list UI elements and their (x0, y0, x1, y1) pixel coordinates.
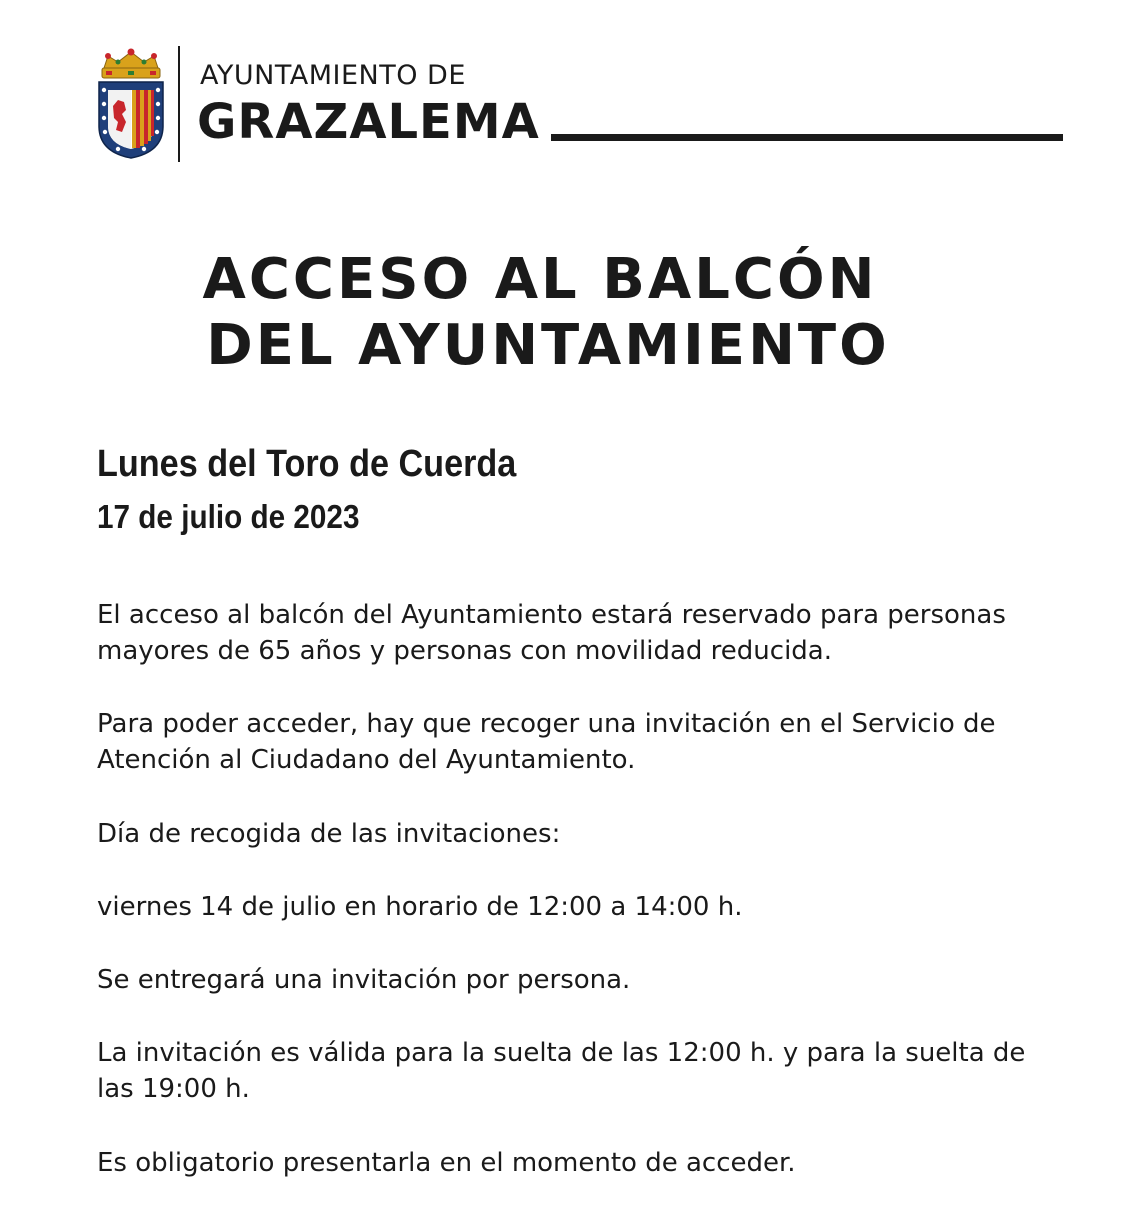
paragraph-invitation: Para poder acceder, hay que recoger una invitación en el Servicio de Atención al Ciudadano del Ayuntamiento. (97, 709, 996, 775)
paragraph-mandatory: Es obligatorio presentarla en el momento de acceder. (97, 1148, 796, 1178)
paragraph-validity: La invitación es válida para la suelta de las 12:00 h. y para la suelta de las 19:00 h. (97, 1038, 1026, 1104)
header (96, 46, 1066, 162)
coat-of-arms-icon (96, 48, 166, 160)
org-name-line2: GRAZALEMA (197, 94, 540, 150)
org-name-line1: AYUNTAMIENTO DE (200, 60, 466, 91)
header-divider (178, 46, 180, 162)
page-title-line2: DEL AYUNTAMIENTO (206, 313, 890, 378)
paragraph-one-per-person: Se entregará una invitación por persona. (97, 965, 631, 995)
header-rule (551, 134, 1063, 141)
event-name: Lunes del Toro de Cuerda (97, 443, 517, 485)
paragraph-access: El acceso al balcón del Ayuntamiento estará reservado para personas mayores de 65 años y personas con movilidad reducida. (97, 600, 1006, 666)
page-title-line1: ACCESO AL BALCÓN (202, 247, 878, 312)
paragraph-pickup-time: viernes 14 de julio en horario de 12:00 a 14:00 h. (97, 892, 743, 922)
paragraph-pickup-label: Día de recogida de las invitaciones: (97, 819, 561, 849)
event-date: 17 de julio de 2023 (97, 498, 360, 535)
